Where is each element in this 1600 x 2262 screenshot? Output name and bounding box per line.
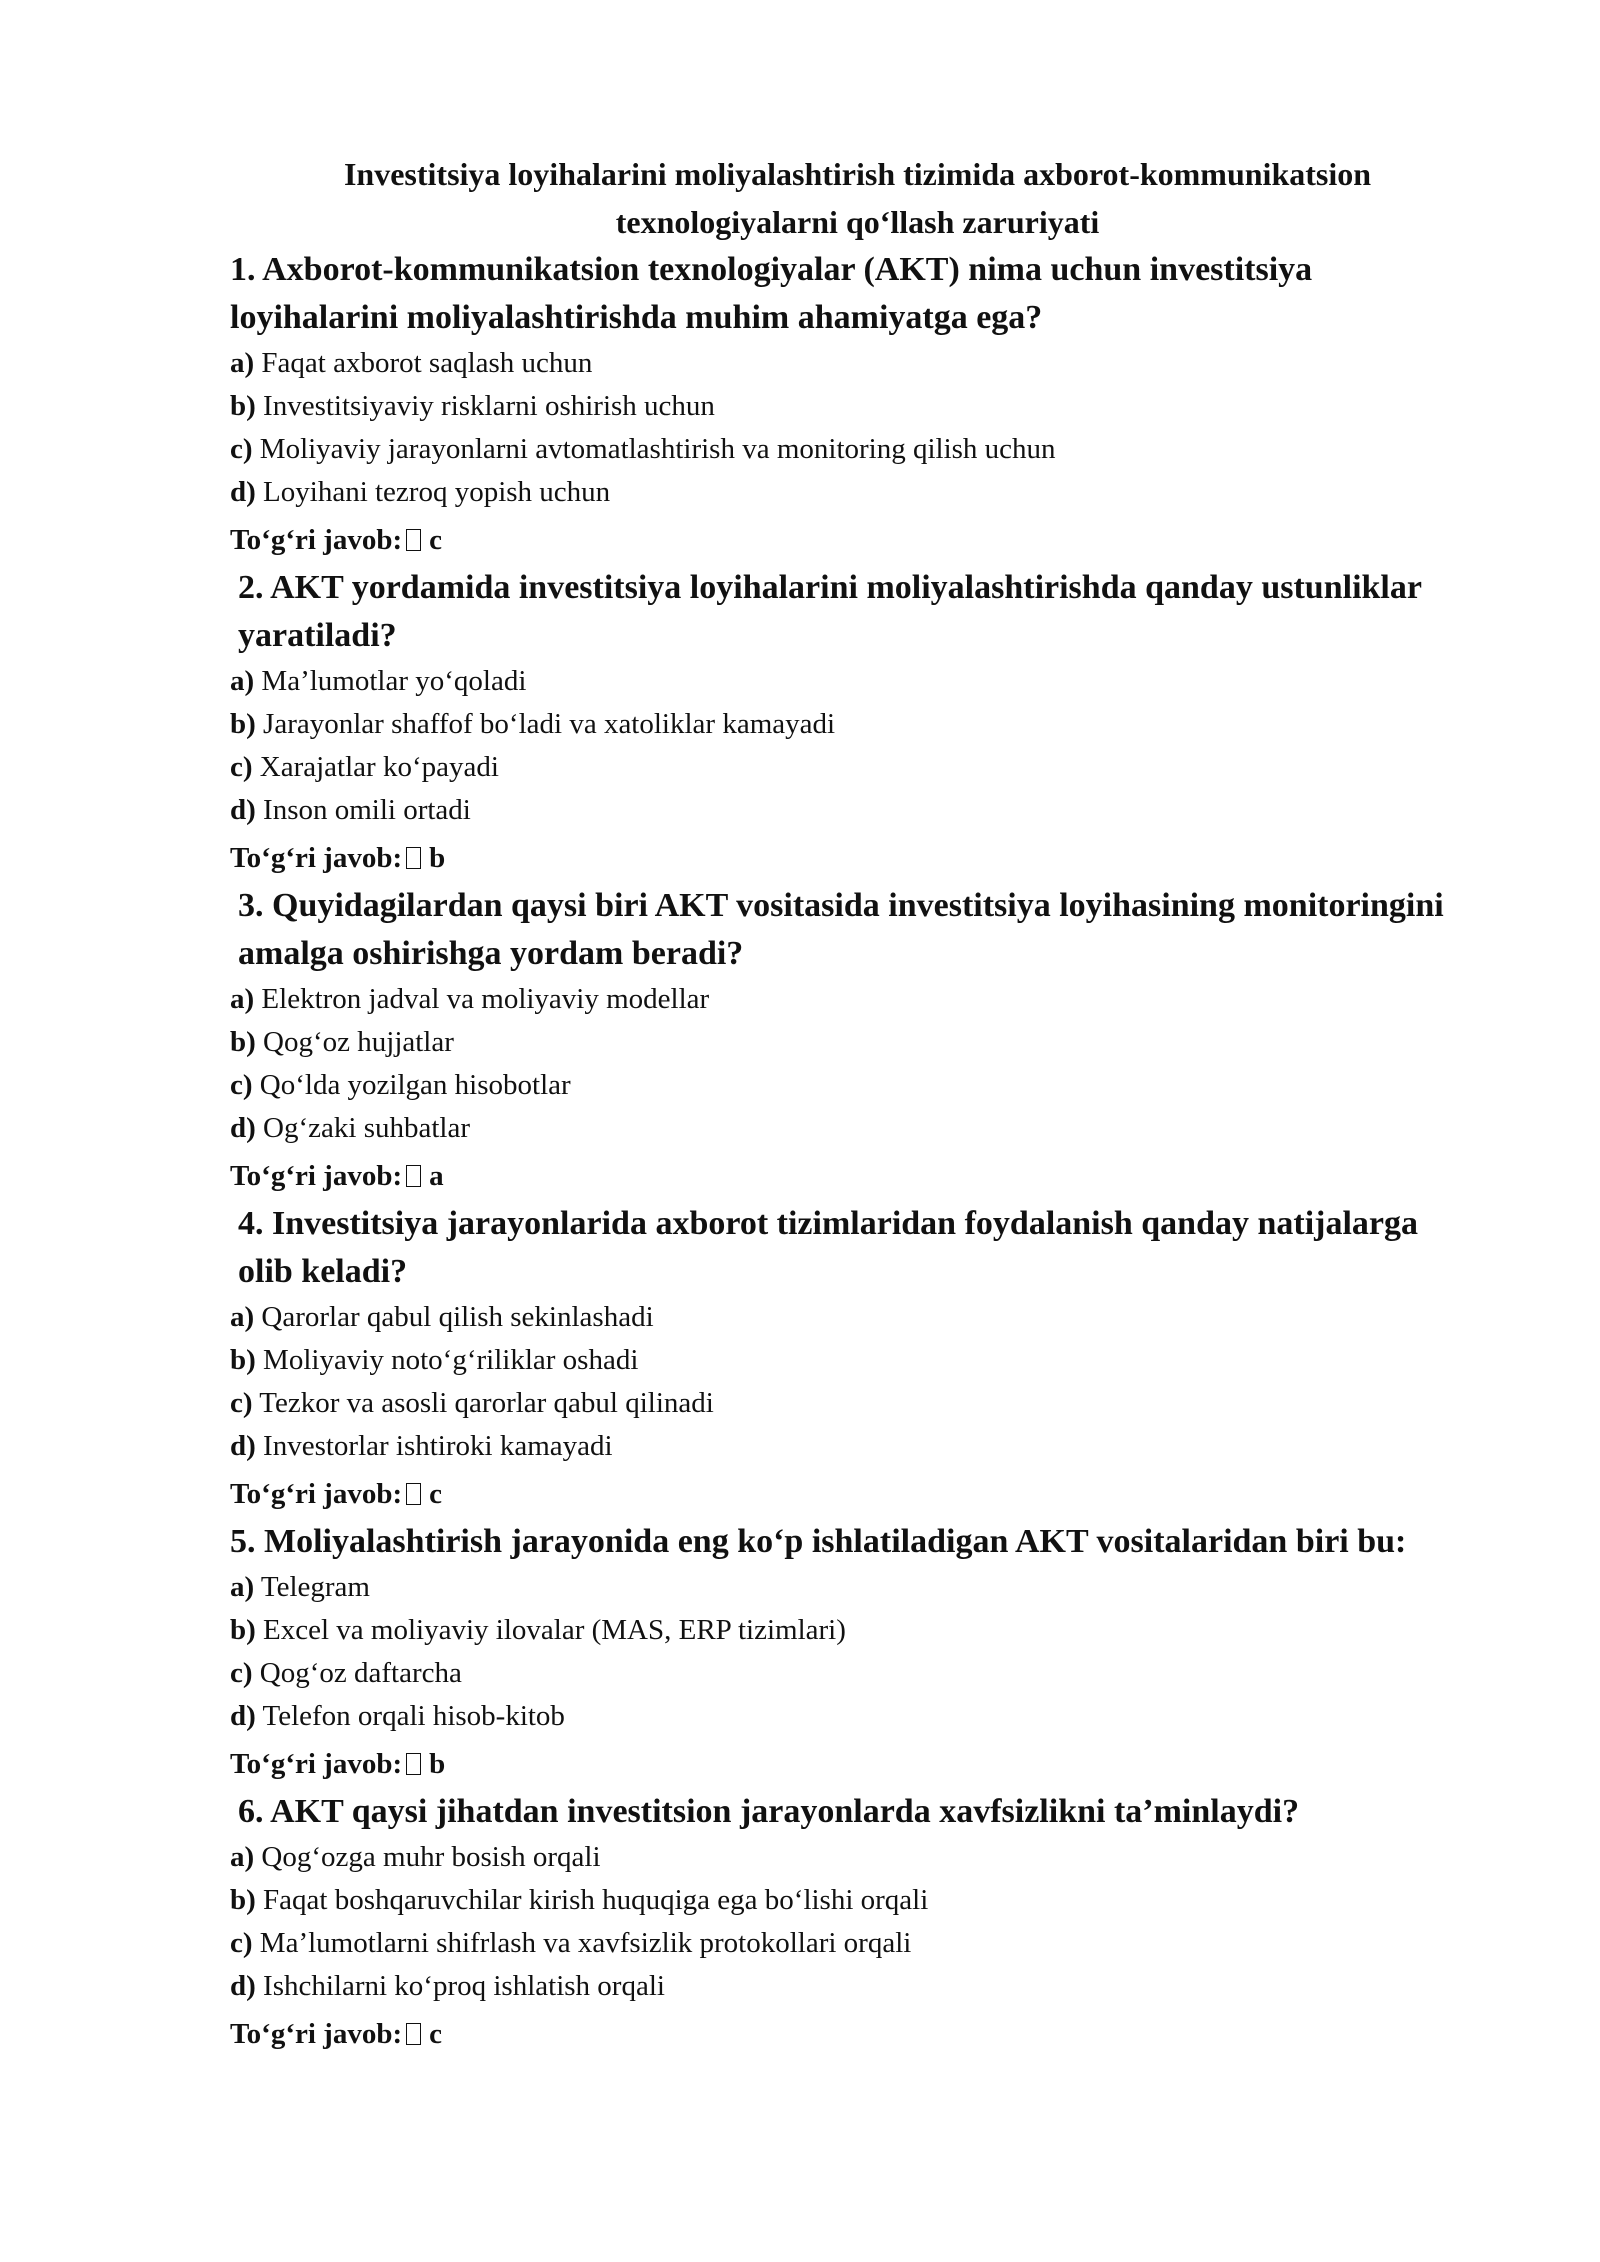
document-title <box>230 150 1445 246</box>
correct-answer <box>230 1742 1445 1786</box>
option-letter: c) <box>230 1387 253 1419</box>
option-letter: b) <box>230 1884 256 1916</box>
option-text: Qog‘ozga muhr bosish orqali <box>261 1841 601 1873</box>
option-letter: a) <box>230 1571 255 1603</box>
correct-answer <box>230 2012 1445 2056</box>
option-text: Moliyaviy jarayonlarni avtomatlashtirish va monitoring qilish uchun <box>259 433 1056 465</box>
option-letter: a) <box>230 347 255 379</box>
question-block-1 <box>230 246 1445 562</box>
option-text: Og‘zaki suhbatlar <box>263 1112 470 1144</box>
option-a <box>230 1566 1445 1609</box>
option-text: Elektron jadval va moliyaviy modellar <box>261 983 710 1015</box>
option-letter: b) <box>230 708 256 740</box>
option-c <box>230 1652 1445 1695</box>
option-c <box>230 1064 1445 1107</box>
option-text: Ma’lumotlar yo‘qoladi <box>261 665 527 697</box>
option-c <box>230 1382 1445 1425</box>
option-a <box>230 1836 1445 1879</box>
answer-value: c <box>429 2018 442 2050</box>
option-b <box>230 1339 1445 1382</box>
title-line-2: texnologiyalarni qo‘llash zaruriyati <box>615 204 1100 240</box>
answer-value: b <box>429 1748 446 1780</box>
option-text: Qog‘oz hujjatlar <box>263 1026 454 1058</box>
answer-label: To‘g‘ri javob: <box>230 2018 403 2050</box>
option-letter: b) <box>230 1344 256 1376</box>
missing-glyph-box-icon <box>406 1483 421 1505</box>
option-letter: d) <box>230 476 256 508</box>
missing-glyph-box-icon <box>406 847 421 869</box>
option-letter: a) <box>230 983 255 1015</box>
option-a <box>230 978 1445 1021</box>
option-letter: c) <box>230 1927 253 1959</box>
option-d <box>230 1695 1445 1738</box>
option-d <box>230 1425 1445 1468</box>
question-block-4 <box>230 1200 1445 1516</box>
document-page <box>230 150 1445 2058</box>
option-text: Loyihani tezroq yopish uchun <box>263 476 611 508</box>
option-text: Ishchilarni ko‘proq ishlatish orqali <box>263 1970 665 2002</box>
option-letter: b) <box>230 1026 256 1058</box>
option-letter: d) <box>230 1970 256 2002</box>
answer-label: To‘g‘ri javob: <box>230 1478 403 1510</box>
question-block-2 <box>230 564 1445 880</box>
option-text: Tezkor va asosli qarorlar qabul qilinadi <box>259 1387 714 1419</box>
option-d <box>230 1965 1445 2008</box>
option-letter: d) <box>230 1430 256 1462</box>
option-text: Excel va moliyaviy ilovalar (MAS, ERP tizimlari) <box>263 1614 846 1646</box>
option-d <box>230 1107 1445 1150</box>
option-letter: b) <box>230 390 256 422</box>
option-text: Telefon orqali hisob-kitob <box>262 1700 565 1732</box>
option-text: Qog‘oz daftarcha <box>259 1657 462 1689</box>
missing-glyph-box-icon <box>406 1165 421 1187</box>
option-letter: a) <box>230 1841 255 1873</box>
question-text: 2. AKT yordamida investitsiya loyihalarini moliyalashtirishda qanday ustunliklar yaratiladi? <box>238 569 1422 654</box>
option-d <box>230 789 1445 832</box>
option-c <box>230 1922 1445 1965</box>
option-letter: c) <box>230 1069 253 1101</box>
question-text: 6. AKT qaysi jihatdan investitsion jarayonlarda xavfsizlikni ta’minlaydi? <box>238 1793 1300 1830</box>
option-a <box>230 660 1445 703</box>
missing-glyph-box-icon <box>406 529 421 551</box>
option-b <box>230 1021 1445 1064</box>
answer-label: To‘g‘ri javob: <box>230 1160 403 1192</box>
option-letter: a) <box>230 1301 255 1333</box>
correct-answer <box>230 1472 1445 1516</box>
answer-label: To‘g‘ri javob: <box>230 842 403 874</box>
option-b <box>230 1609 1445 1652</box>
missing-glyph-box-icon <box>406 2023 421 2045</box>
option-letter: d) <box>230 794 256 826</box>
option-text: Moliyaviy noto‘g‘riliklar oshadi <box>263 1344 639 1376</box>
question-block-5 <box>230 1518 1445 1786</box>
correct-answer <box>230 836 1445 880</box>
option-text: Investitsiyaviy risklarni oshirish uchun <box>263 390 715 422</box>
option-text: Jarayonlar shaffof bo‘ladi va xatoliklar kamayadi <box>263 708 836 740</box>
option-a <box>230 342 1445 385</box>
correct-answer <box>230 518 1445 562</box>
answer-label: To‘g‘ri javob: <box>230 1748 403 1780</box>
option-letter: c) <box>230 1657 253 1689</box>
option-text: Xarajatlar ko‘payadi <box>259 751 499 783</box>
option-letter: a) <box>230 665 255 697</box>
option-a <box>230 1296 1445 1339</box>
option-d <box>230 471 1445 514</box>
option-c <box>230 428 1445 471</box>
option-b <box>230 703 1445 746</box>
question-text: 5. Moliyalashtirish jarayonida eng ko‘p ishlatiladigan AKT vositalaridan biri bu: <box>230 1523 1407 1560</box>
option-text: Qarorlar qabul qilish sekinlashadi <box>261 1301 654 1333</box>
option-letter: c) <box>230 751 253 783</box>
correct-answer <box>230 1154 1445 1198</box>
answer-value: c <box>429 1478 442 1510</box>
option-text: Telegram <box>260 1571 370 1603</box>
option-b <box>230 1879 1445 1922</box>
option-text: Faqat axborot saqlash uchun <box>261 347 593 379</box>
answer-value: a <box>429 1160 444 1192</box>
question-block-3 <box>230 882 1445 1198</box>
option-text: Qo‘lda yozilgan hisobotlar <box>259 1069 571 1101</box>
option-text: Faqat boshqaruvchilar kirish huquqiga ega bo‘lishi orqali <box>263 1884 929 1916</box>
answer-value: c <box>429 524 442 556</box>
option-letter: b) <box>230 1614 256 1646</box>
answer-label: To‘g‘ri javob: <box>230 524 403 556</box>
option-letter: c) <box>230 433 253 465</box>
question-text: 4. Investitsiya jarayonlarida axborot tizimlaridan foydalanish qanday natijalarga olib keladi? <box>238 1205 1419 1290</box>
option-b <box>230 385 1445 428</box>
option-text: Ma’lumotlarni shifrlash va xavfsizlik protokollari orqali <box>259 1927 912 1959</box>
option-letter: d) <box>230 1112 256 1144</box>
question-text: 1. Axborot-kommunikatsion texnologiyalar (AKT) nima uchun investitsiya loyihalarini moliyalashtirishda muhim ahamiyatga ega? <box>230 251 1313 336</box>
question-block-6 <box>230 1788 1445 2056</box>
answer-value: b <box>429 842 446 874</box>
option-text: Inson omili ortadi <box>263 794 471 826</box>
option-text: Investorlar ishtiroki kamayadi <box>263 1430 613 1462</box>
title-line-1: Investitsiya loyihalarini moliyalashtirish tizimida axborot-kommunikatsion <box>343 156 1372 192</box>
missing-glyph-box-icon <box>406 1753 421 1775</box>
option-c <box>230 746 1445 789</box>
option-letter: d) <box>230 1700 256 1732</box>
question-text: 3. Quyidagilardan qaysi biri AKT vositasida investitsiya loyihasining monitoringini amalga oshirishga yordam beradi? <box>238 887 1444 972</box>
